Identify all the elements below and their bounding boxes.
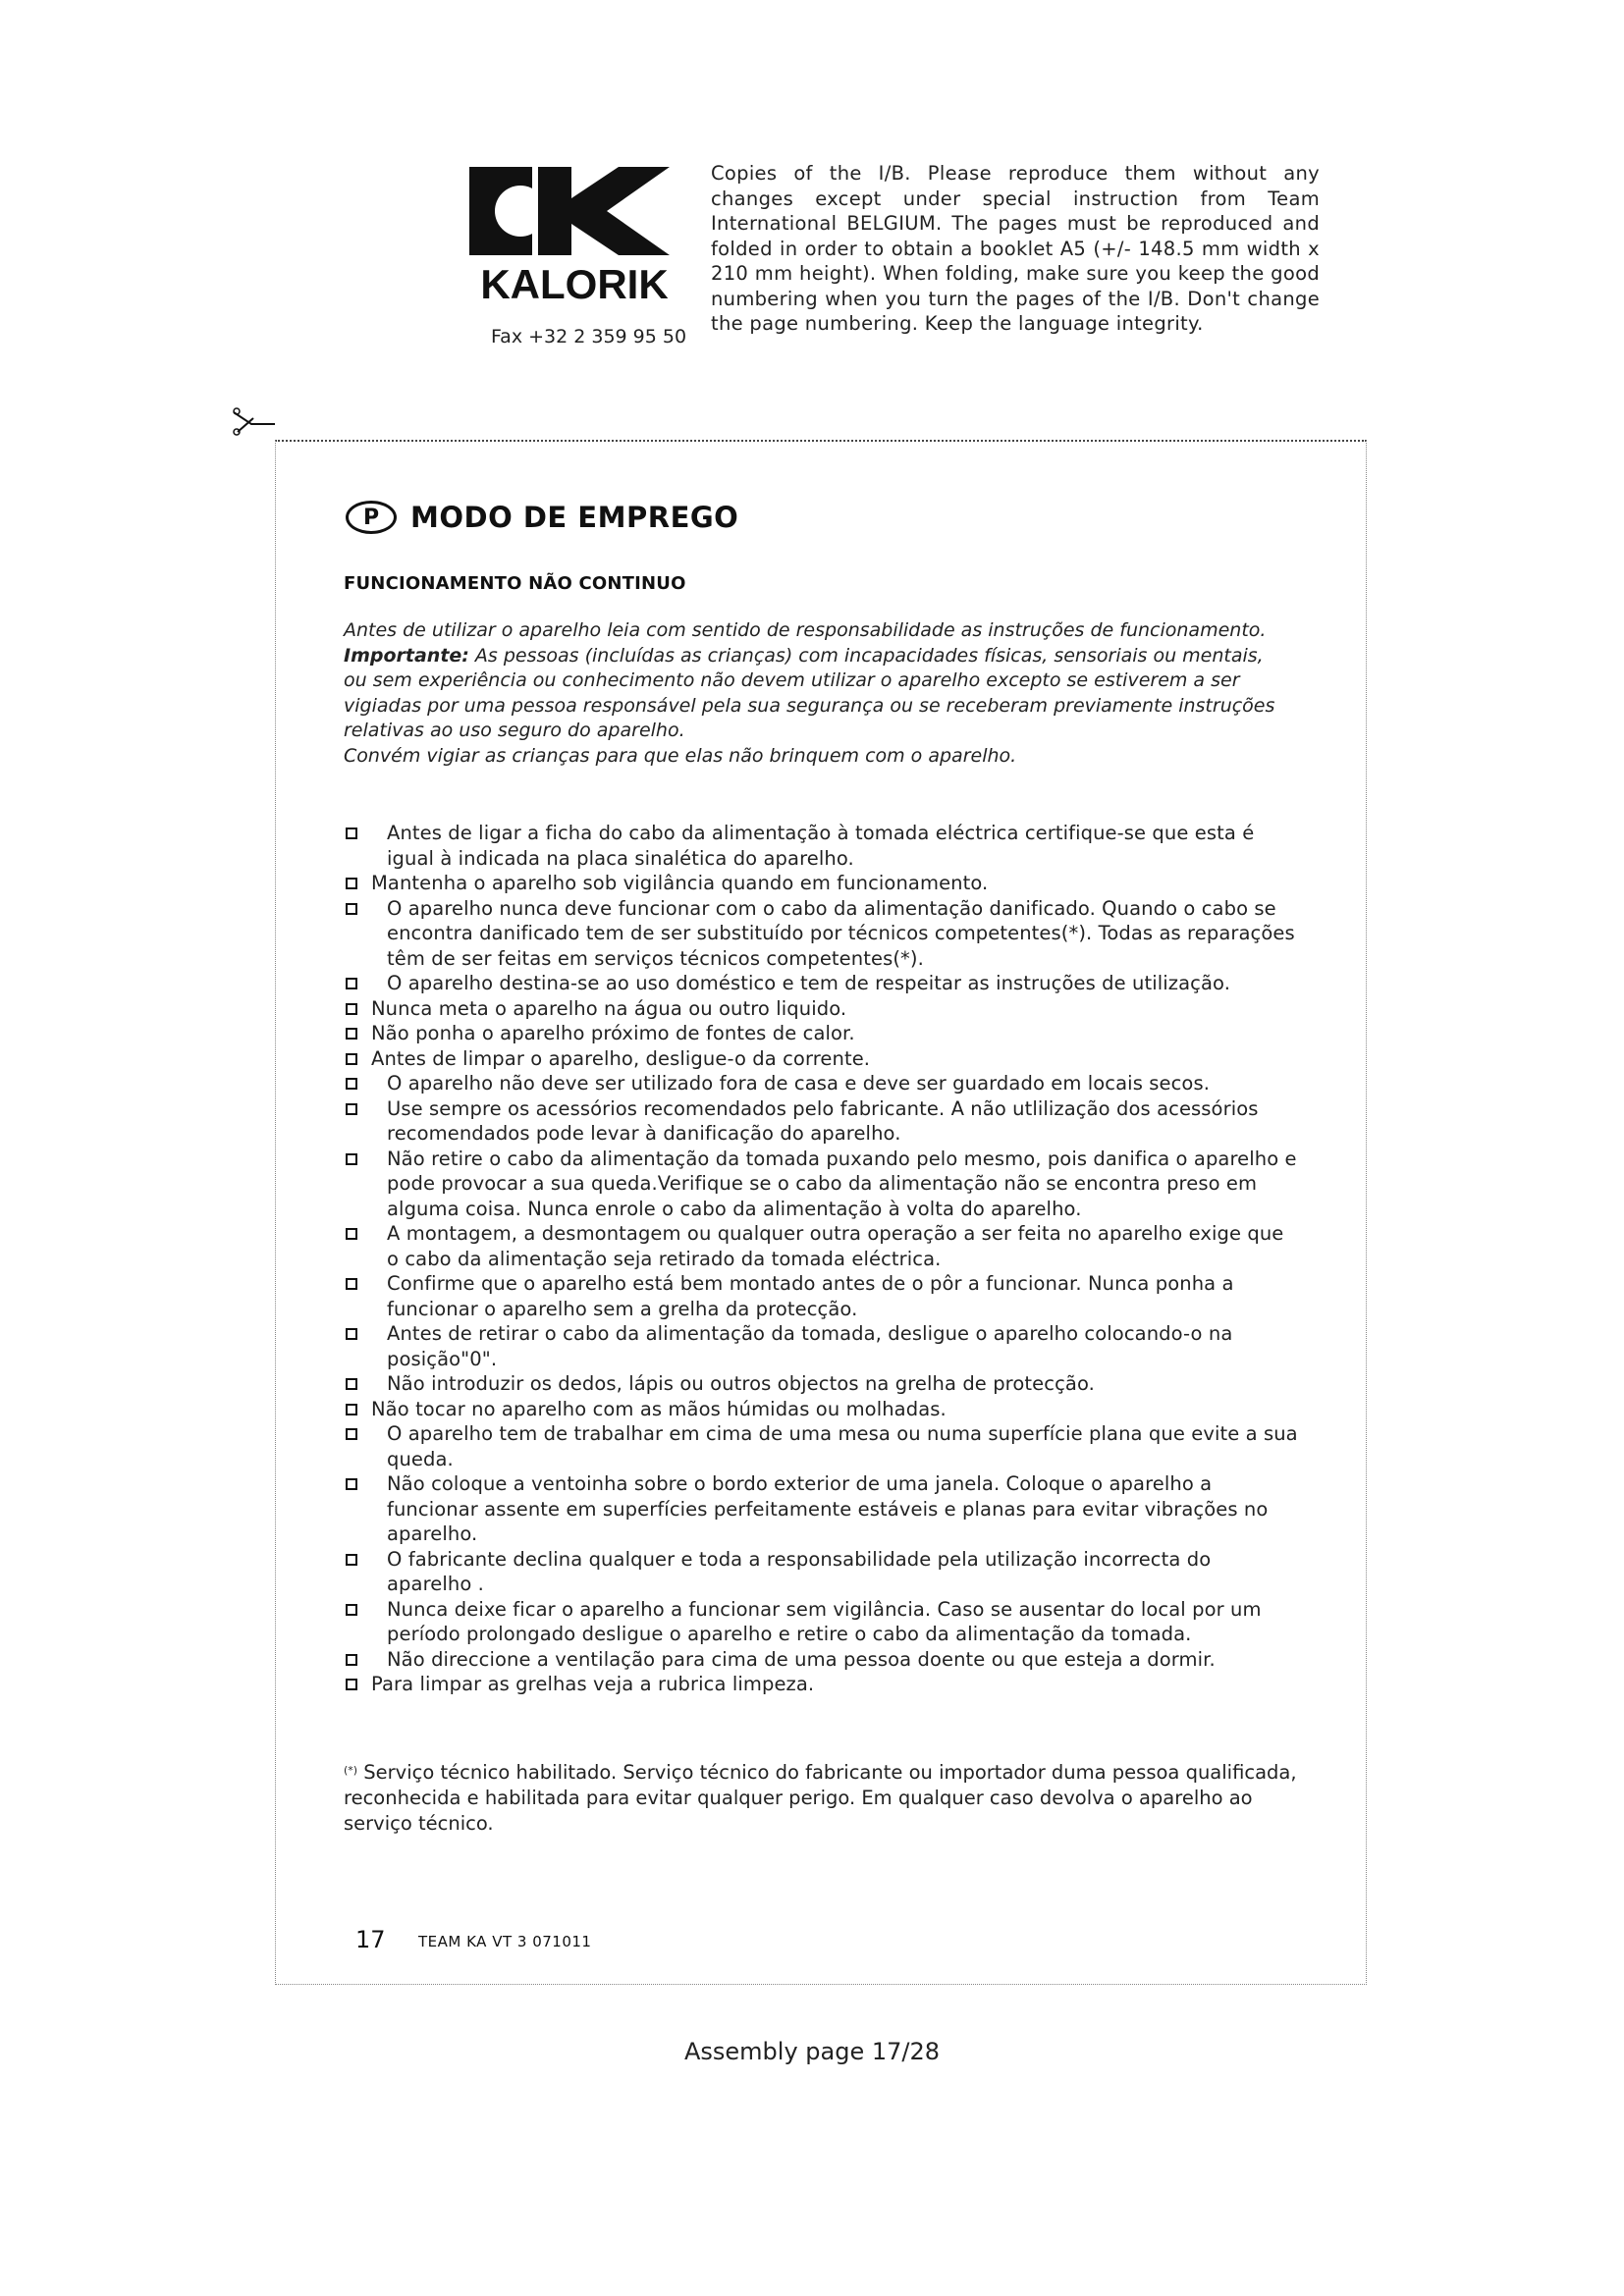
checkbox-bullet-icon [346, 903, 357, 915]
kalorik-logo [469, 167, 679, 309]
checkbox-bullet-icon [346, 1028, 357, 1040]
list-item: O aparelho tem de trabalhar em cima de uma mesa ou numa superfície plana que evite a sua queda. [344, 1421, 1301, 1471]
checkbox-bullet-icon [346, 1103, 357, 1115]
list-item: O fabricante declina qualquer e toda a responsabilidade pela utilização incorrecta do aparelho . [344, 1547, 1301, 1597]
list-item: Nunca deixe ficar o aparelho a funcionar sem vigilância. Caso se ausentar do local por um período prolongado desligue o aparelho e retire o cabo da alimentação da tomada. [344, 1597, 1301, 1647]
document-code: TEAM KA VT 3 071011 [418, 1933, 592, 1950]
list-item: Para limpar as grelhas veja a rubrica limpeza. [344, 1672, 1301, 1697]
list-item: A montagem, a desmontagem ou qualquer outra operação a ser feita no aparelho exige que o cabo da alimentação seja retirado da tomada eléctrica. [344, 1221, 1301, 1271]
important-text: As pessoas (incluídas as crianças) com incapacidades físicas, sensoriais ou mentais, ou sem experiência ou conhecimento não devem utilizar o aparelho excepto se estiverem a ser vigiadas por uma pessoa responsável pela sua segurança ou se receberam previamente instruções relativas ao uso seguro do aparelho. [344, 644, 1275, 741]
assembly-page-label: Assembly page 17/28 [683, 2038, 941, 2065]
checkbox-bullet-icon [346, 1654, 357, 1666]
list-item: Não direccione a ventilação para cima de uma pessoa doente ou que esteja a dormir. [344, 1647, 1301, 1673]
list-item: Use sempre os acessórios recomendados pelo fabricante. A não utlilização dos acessórios recomendados pode levar à danificação do aparelho. [344, 1096, 1301, 1147]
section-title: MODO DE EMPREGO [410, 501, 739, 534]
footnote-text: Serviço técnico habilitado. Serviço técnico do fabricante ou importador duma pessoa qualificada, reconhecida e habilitada para evitar qualquer perigo. Em qualquer caso devolva o aparelho ao serviço técnico. [344, 1761, 1297, 1835]
footnote-mark: (*) [344, 1764, 358, 1777]
checkbox-bullet-icon [346, 1404, 357, 1415]
checkbox-bullet-icon [346, 978, 357, 989]
checkbox-bullet-icon [346, 1278, 357, 1290]
language-badge: P [346, 501, 397, 534]
page-number: 17 [355, 1926, 386, 1953]
list-item: Não ponha o aparelho próximo de fontes de calor. [344, 1021, 1301, 1046]
checkbox-bullet-icon [346, 1328, 357, 1340]
scissors-icon [232, 406, 277, 436]
checkbox-bullet-icon [346, 1003, 357, 1015]
checkbox-bullet-icon [346, 1378, 357, 1390]
checkbox-bullet-icon [346, 1228, 357, 1240]
checkbox-bullet-icon [346, 1078, 357, 1090]
footnote [344, 1760, 1306, 1837]
checkbox-bullet-icon [346, 1053, 357, 1065]
checkbox-bullet-icon [346, 878, 357, 889]
list-item: Nunca meta o aparelho na água ou outro liquido. [344, 996, 1301, 1022]
list-item: Confirme que o aparelho está bem montado antes de o pôr a funcionar. Nunca ponha a funcionar o aparelho sem a grelha da protecção. [344, 1271, 1301, 1321]
list-item: Não tocar no aparelho com as mãos húmidas ou molhadas. [344, 1397, 1301, 1422]
fax-number: Fax +32 2 359 95 50 [491, 326, 687, 347]
list-item: O aparelho destina-se ao uso doméstico e tem de respeitar as instruções de utilização. [344, 971, 1301, 996]
list-item: O aparelho não deve ser utilizado fora de casa e deve ser guardado em locais secos. [344, 1071, 1301, 1096]
list-item: O aparelho nunca deve funcionar com o cabo da alimentação danificado. Quando o cabo se encontra danificado tem de ser substituído por técnicos competentes(*). Todas as reparações têm de ser feitas em serviços técnicos competentes(*). [344, 896, 1301, 972]
reproduction-note: Copies of the I/B. Please reproduce them without any changes except under special instruction from Team International BELGIUM. The pages must be reproduced and folded in order to obtain a booklet A5 (+/- 148.5 mm width x 210 mm height). When folding, make sure you keep the good numbering when you turn the pages of the I/B. Don't change the page numbering. Keep the language integrity. [711, 162, 1320, 335]
checkbox-bullet-icon [346, 1679, 357, 1690]
checkbox-bullet-icon [346, 1428, 357, 1440]
important-paragraph [344, 644, 1286, 744]
list-item: Antes de ligar a ficha do cabo da alimentação à tomada eléctrica certifique-se que esta é igual à indicada na placa sinalética do aparelho. [344, 821, 1301, 871]
instruction-list [344, 821, 1301, 1697]
checkbox-bullet-icon [346, 828, 357, 839]
list-item: Não retire o cabo da alimentação da tomada puxando pelo mesmo, pois danifica o aparelho e pode provocar a sua queda.Verifique se o cabo da alimentação não se encontra preso em alguma coisa. Nunca enrole o cabo da alimentação à volta do aparelho. [344, 1147, 1301, 1222]
brand-name: KALORIK [480, 261, 669, 307]
list-item: Não introduzir os dedos, lápis ou outros objectos na grelha de protecção. [344, 1371, 1301, 1397]
intro-line-1: Antes de utilizar o aparelho leia com sentido de responsabilidade as instruções de funcionamento. [344, 619, 1267, 641]
intro-line-3: Convém vigiar as crianças para que elas não brinquem com o aparelho. [344, 744, 1017, 767]
list-item: Não coloque a ventoinha sobre o bordo exterior de uma janela. Coloque o aparelho a funcionar assente em superfícies perfeitamente estáveis e planas para evitar vibrações no aparelho. [344, 1471, 1301, 1547]
list-item: Antes de retirar o cabo da alimentação da tomada, desligue o aparelho colocando-o na posição"0". [344, 1321, 1301, 1371]
list-item: Mantenha o aparelho sob vigilância quando em funcionamento. [344, 871, 1301, 896]
intro-text [344, 618, 1286, 769]
checkbox-bullet-icon [346, 1153, 357, 1165]
checkbox-bullet-icon [346, 1554, 357, 1566]
section-header [346, 497, 738, 538]
list-item: Antes de limpar o aparelho, desligue-o da corrente. [344, 1046, 1301, 1072]
checkbox-bullet-icon [346, 1478, 357, 1490]
checkbox-bullet-icon [346, 1604, 357, 1616]
important-label: Importante: [344, 644, 469, 667]
subheading: FUNCIONAMENTO NÃO CONTINUO [344, 573, 686, 594]
